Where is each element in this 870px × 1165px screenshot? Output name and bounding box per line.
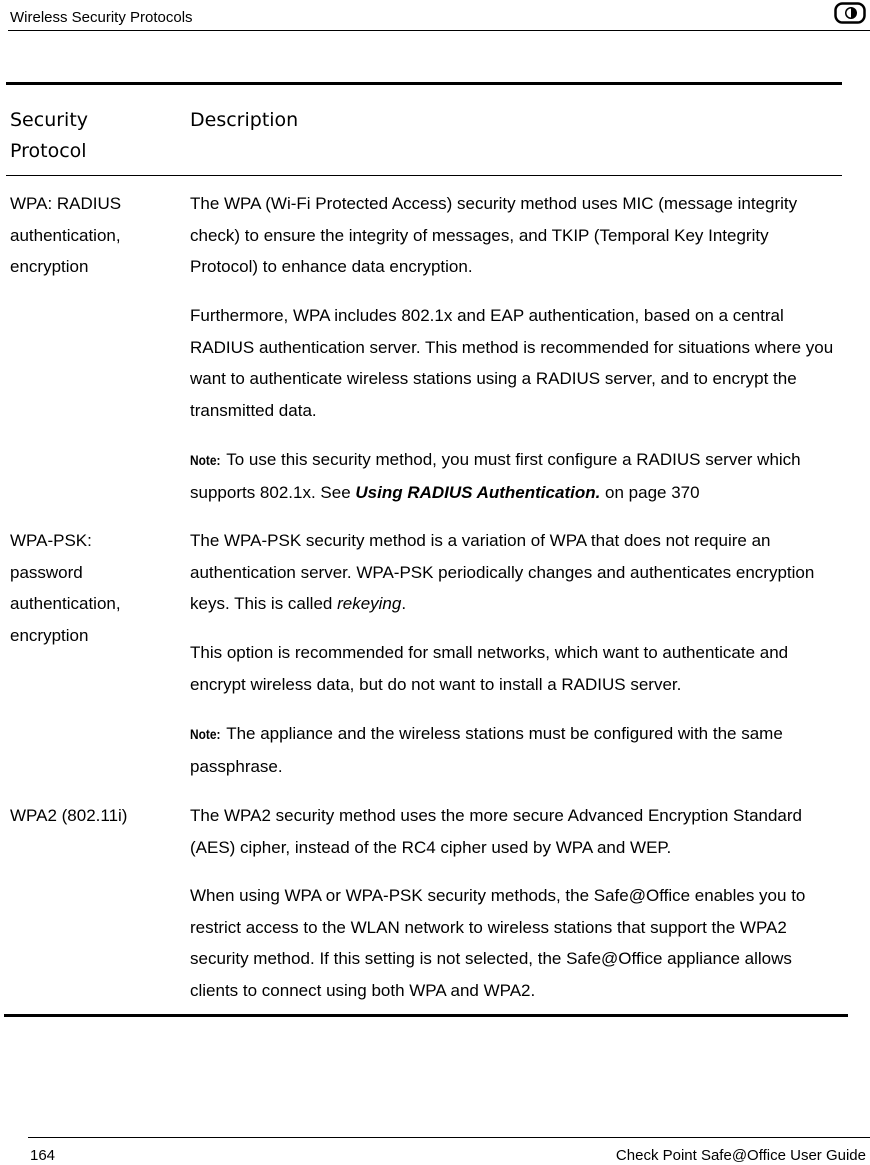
description-paragraph: This option is recommended for small networks, which want to authenticate and encrypt wireless data, but do not want to install a RADIUS server. <box>190 643 789 694</box>
note-label: Note: <box>190 726 221 742</box>
table-bottom-rule <box>4 1014 848 1017</box>
cross-reference-link[interactable]: Using RADIUS Authentication. <box>355 482 601 502</box>
header-rule <box>8 30 870 31</box>
page-number: 164 <box>30 1147 56 1164</box>
description-paragraph: Furthermore, WPA includes 802.1x and EAP authentication, based on a central RADIUS authentication server. This method is recommended for situations where you want to authenticate wireless stations using a RADIUS server, and to encrypt the transmitted data. <box>190 306 834 420</box>
note-paragraph <box>190 718 840 782</box>
note-suffix: on page 370 <box>600 482 700 502</box>
protocol-line: encryption <box>10 257 89 276</box>
description-paragraph: The WPA (Wi-Fi Protected Access) security method uses MIC (message integrity check) to ensure the integrity of messages, and TKIP (Temporal Key Integrity Protocol) to enhance data encryption. <box>190 194 798 276</box>
column-header-line: Security <box>10 109 89 131</box>
column-header-line: Protocol <box>10 140 87 162</box>
column-header-security-protocol <box>10 105 88 167</box>
protocol-line: WPA2 (802.11i) <box>10 806 128 825</box>
protocol-line: authentication, <box>10 594 121 613</box>
footer-rule <box>28 1137 870 1138</box>
column-header-description: Description <box>190 109 299 131</box>
check-point-logo-icon <box>834 2 866 24</box>
description-paragraph <box>190 525 840 620</box>
emphasized-term: rekeying <box>337 594 402 613</box>
protocol-line: WPA: RADIUS <box>10 194 122 213</box>
guide-title: Check Point Safe@Office User Guide <box>615 1147 866 1164</box>
protocol-line: authentication, <box>10 225 121 245</box>
protocol-line: encryption <box>10 625 89 645</box>
running-header-title: Wireless Security Protocols <box>10 9 193 26</box>
header-row-rule <box>6 175 842 176</box>
protocol-cell-wpa <box>10 188 170 283</box>
note-label: Note: <box>190 452 221 468</box>
table-top-rule <box>6 82 842 85</box>
protocol-line: WPA-PSK: <box>10 531 92 550</box>
description-text: . <box>401 594 407 613</box>
note-text: To use this security method, you must first configure a RADIUS server which supports 802.1x. See <box>190 450 801 502</box>
note-paragraph <box>190 444 840 508</box>
protocol-line: password <box>10 562 83 582</box>
note-text: The appliance and the wireless stations must be configured with the same passphrase. <box>190 724 783 776</box>
description-paragraph: When using WPA or WPA-PSK security methods, the Safe@Office enables you to restrict access to the WLAN network to wireless stations that support the WPA2 security method. If this setting is not selected, the Safe@Office appliance allows clients to connect using both WPA and WPA2. <box>190 886 806 1000</box>
description-text: The WPA-PSK security method is a variation of WPA that does not require an authentication server. WPA-PSK periodically changes and authenticates encryption keys. This is called <box>190 531 815 613</box>
protocol-cell-wpa2 <box>10 800 170 832</box>
description-paragraph: The WPA2 security method uses the more secure Advanced Encryption Standard (AES) cipher, instead of the RC4 cipher used by WPA and WEP. <box>190 806 802 857</box>
protocol-cell-wpa-psk <box>10 525 170 651</box>
